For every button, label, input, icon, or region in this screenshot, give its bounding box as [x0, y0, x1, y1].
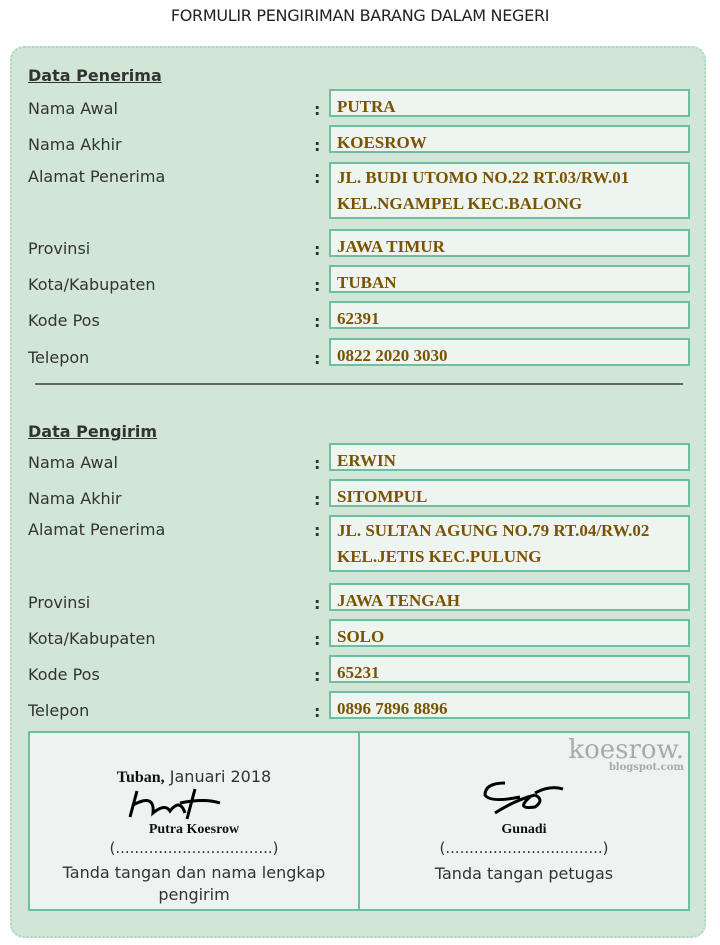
pengirim-field-input[interactable]	[329, 691, 690, 719]
penerima-label: Kode Pos	[28, 311, 100, 330]
penerima-field-input[interactable]	[329, 229, 690, 257]
field-value: SOLO	[337, 627, 385, 646]
sender-name: Putra Koesrow	[148, 822, 240, 837]
penerima-heading: Data Penerima	[28, 66, 162, 85]
penerima-field-input[interactable]	[329, 89, 690, 117]
officer-name: Gunadi	[501, 822, 547, 837]
field-value-line2: KEL.JETIS KEC.PULUNG	[337, 547, 542, 566]
sender-signature	[30, 733, 358, 909]
colon: :	[314, 454, 321, 473]
field-value: SITOMPUL	[337, 487, 428, 506]
colon: :	[314, 630, 321, 649]
signature-date: Januari 2018	[169, 767, 272, 786]
sender-signature-scribble	[125, 787, 235, 821]
field-value: 65231	[337, 663, 380, 682]
section-divider	[35, 383, 683, 385]
colon: :	[314, 521, 321, 540]
pengirim-field-input[interactable]	[329, 479, 690, 507]
signature-city: Tuban,	[116, 769, 165, 786]
penerima-label: Telepon	[28, 348, 90, 367]
colon: :	[314, 349, 321, 368]
field-value: JAWA TIMUR	[337, 237, 445, 256]
field-value: KOESROW	[337, 133, 427, 152]
field-value: 62391	[337, 309, 380, 328]
officer-signature	[358, 733, 688, 909]
penerima-label: Alamat Penerima	[28, 167, 166, 186]
colon: :	[314, 312, 321, 331]
field-value: ERWIN	[337, 451, 396, 470]
colon: :	[314, 594, 321, 613]
colon: :	[314, 136, 321, 155]
penerima-field-input[interactable]	[329, 162, 690, 219]
pengirim-field-input[interactable]	[329, 515, 690, 572]
penerima-label: Nama Akhir	[28, 135, 122, 154]
penerima-label: Provinsi	[28, 239, 91, 258]
colon: :	[314, 168, 321, 187]
field-value: JL. SULTAN AGUNG NO.79 RT.04/RW.02	[337, 521, 650, 540]
pengirim-label: Kota/Kabupaten	[28, 629, 156, 648]
penerima-field-input[interactable]	[329, 301, 690, 329]
officer-signature-scribble	[475, 777, 565, 819]
penerima-label: Kota/Kabupaten	[28, 275, 156, 294]
field-value: PUTRA	[337, 97, 396, 116]
penerima-field-input[interactable]	[329, 265, 690, 293]
sender-caption: Tanda tangan dan nama lengkap pengirim	[62, 863, 326, 904]
signature-area	[28, 731, 690, 911]
pengirim-label: Telepon	[28, 701, 90, 720]
officer-name-line: (.................................)	[439, 839, 609, 857]
colon: :	[314, 490, 321, 509]
pengirim-label: Nama Akhir	[28, 489, 122, 508]
sender-name-line: (.................................)	[109, 839, 279, 857]
pengirim-heading: Data Pengirim	[28, 422, 158, 441]
colon: :	[314, 276, 321, 295]
field-value: 0822 2020 3030	[337, 346, 448, 365]
pengirim-field-input[interactable]	[329, 655, 690, 683]
watermark: koesrow. blogspot.com	[568, 735, 684, 773]
colon: :	[314, 100, 321, 119]
field-value: 0896 7896 8896	[337, 699, 448, 718]
pengirim-label: Alamat Penerima	[28, 520, 166, 539]
field-value: JL. BUDI UTOMO NO.22 RT.03/RW.01	[337, 168, 630, 187]
pengirim-field-input[interactable]	[329, 583, 690, 611]
colon: :	[314, 702, 321, 721]
pengirim-field-input[interactable]	[329, 619, 690, 647]
pengirim-label: Provinsi	[28, 593, 91, 612]
pengirim-field-input[interactable]	[329, 443, 690, 471]
field-value-line2: KEL.NGAMPEL KEC.BALONG	[337, 194, 583, 213]
officer-caption: Tanda tangan petugas	[434, 864, 614, 883]
colon: :	[314, 240, 321, 259]
field-value: JAWA TENGAH	[337, 591, 460, 610]
pengirim-label: Kode Pos	[28, 665, 100, 684]
colon: :	[314, 666, 321, 685]
field-value: TUBAN	[337, 273, 397, 292]
penerima-field-input[interactable]	[329, 338, 690, 366]
penerima-field-input[interactable]	[329, 125, 690, 153]
penerima-label: Nama Awal	[28, 99, 118, 118]
pengirim-label: Nama Awal	[28, 453, 118, 472]
form-title: FORMULIR PENGIRIMAN BARANG DALAM NEGERI	[170, 6, 550, 25]
